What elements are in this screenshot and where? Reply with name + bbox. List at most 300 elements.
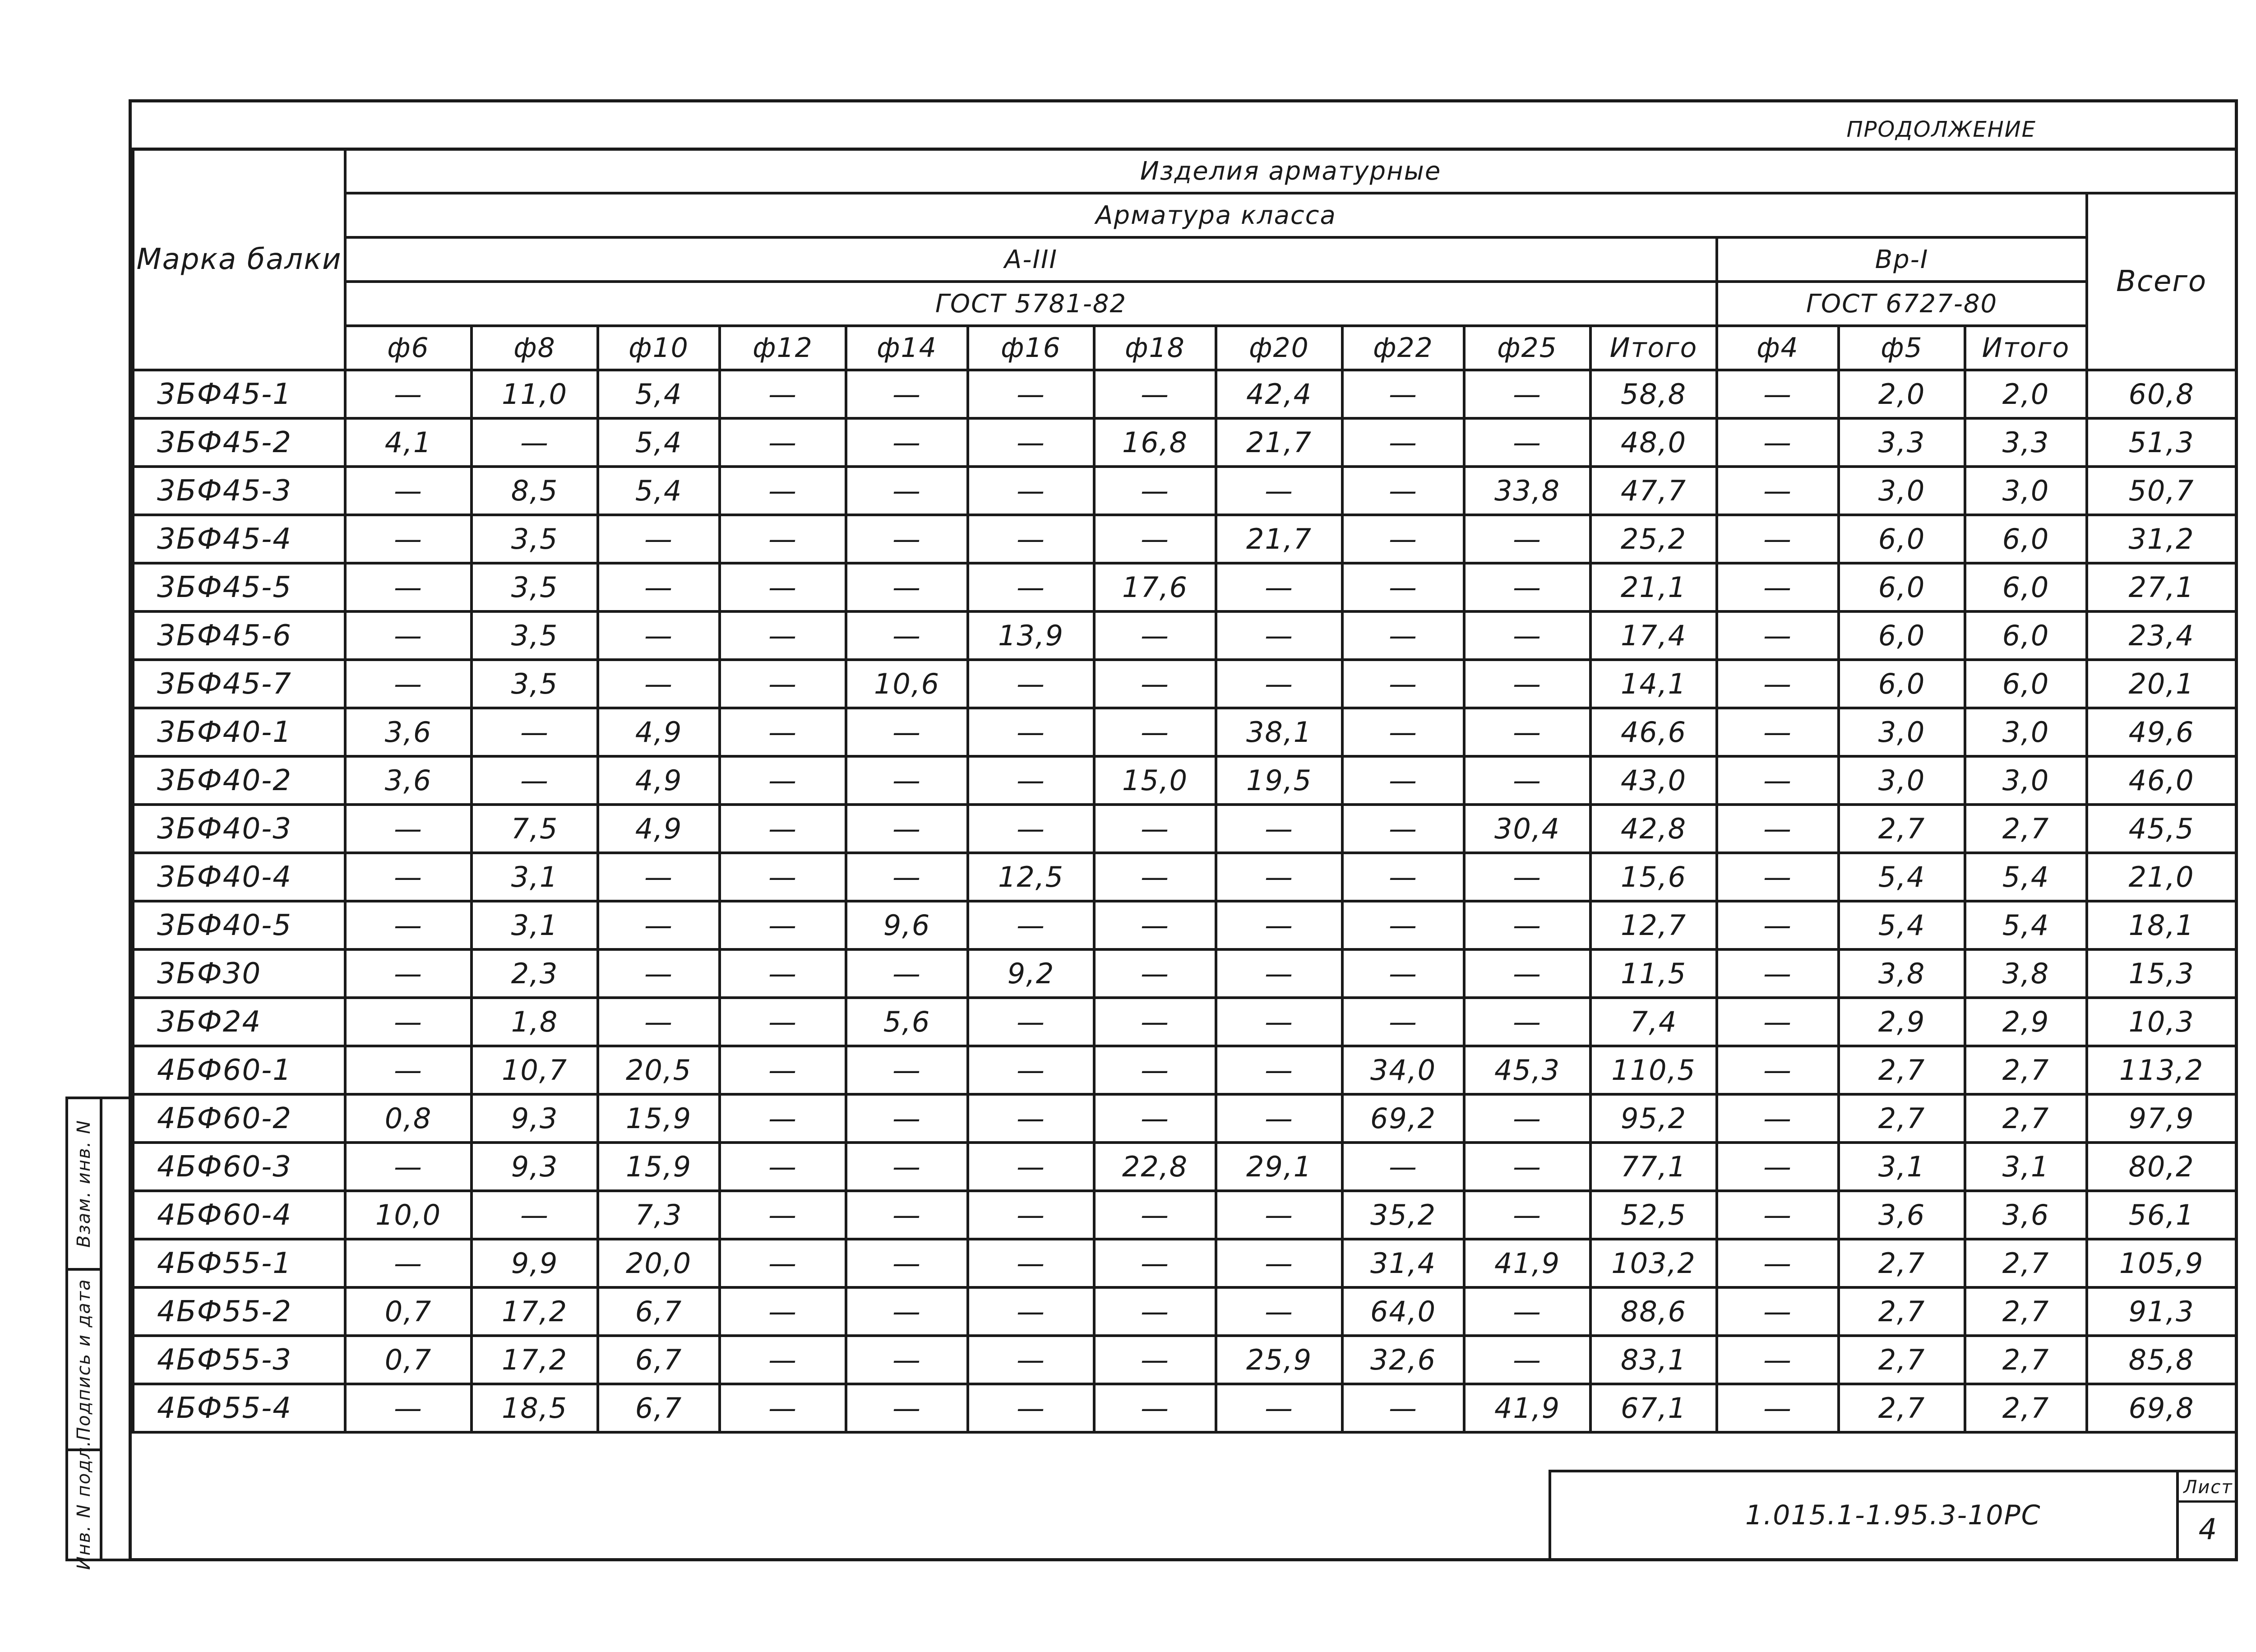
value-cell: 2,7 [1839, 1046, 1965, 1094]
value-cell: 2,9 [1839, 998, 1965, 1046]
value-cell: — [345, 805, 472, 853]
value-cell: — [1094, 1046, 1216, 1094]
value-cell: 10,0 [345, 1191, 472, 1239]
table-row [133, 756, 2236, 805]
beam-mark-cell: 3БФ45-5 [133, 563, 345, 611]
value-cell: — [1094, 467, 1216, 515]
value-cell: — [968, 418, 1094, 467]
value-cell: 0,7 [345, 1336, 472, 1384]
value-cell: — [846, 1287, 968, 1336]
value-cell: — [1342, 611, 1464, 660]
value-cell: 3,5 [472, 611, 598, 660]
value-cell: 3,0 [1965, 756, 2087, 805]
total-label: Всего [2116, 265, 2207, 298]
value-cell: — [720, 1143, 846, 1191]
value-cell: — [1342, 467, 1464, 515]
value-cell: 35,2 [1342, 1191, 1464, 1239]
value-cell: 2,7 [1839, 1239, 1965, 1287]
value-cell: 18,5 [472, 1384, 598, 1432]
value-cell: — [1464, 1287, 1590, 1336]
table-row [133, 418, 2236, 467]
table-row [133, 1094, 2236, 1143]
value-cell: — [1094, 1094, 1216, 1143]
value-cell: — [1717, 756, 1839, 805]
beam-mark-cell: 4БФ60-4 [133, 1191, 345, 1239]
value-cell: — [1717, 901, 1839, 949]
value-cell: — [1342, 1384, 1464, 1432]
value-cell: 15,3 [2087, 949, 2236, 998]
value-cell: 30,4 [1464, 805, 1590, 853]
value-cell: 17,4 [1590, 611, 1717, 660]
side-cell-signature [68, 1271, 100, 1451]
value-cell: — [1216, 1384, 1342, 1432]
value-cell: — [1717, 949, 1839, 998]
value-cell: — [1464, 660, 1590, 708]
value-cell: 77,1 [1590, 1143, 1717, 1191]
value-cell: 2,7 [1965, 805, 2087, 853]
beam-mark-cell: 3БФ45-6 [133, 611, 345, 660]
side-strip-column [100, 1099, 134, 1559]
beam-mark-cell: 3БФ45-4 [133, 515, 345, 563]
value-cell: — [720, 418, 846, 467]
value-cell: 3,6 [1839, 1191, 1965, 1239]
value-cell: — [1094, 1191, 1216, 1239]
diameter-header: ф12 [720, 326, 846, 370]
value-cell: — [345, 515, 472, 563]
value-cell: — [1216, 467, 1342, 515]
value-cell: 3,1 [1839, 1143, 1965, 1191]
value-cell: 3,8 [1965, 949, 2087, 998]
value-cell: — [1094, 660, 1216, 708]
value-cell: — [345, 611, 472, 660]
value-cell: — [720, 660, 846, 708]
value-cell: — [846, 1384, 968, 1432]
value-cell: — [1342, 370, 1464, 418]
value-cell: — [1717, 660, 1839, 708]
table-row [133, 563, 2236, 611]
value-cell: 3,0 [1839, 467, 1965, 515]
value-cell: — [846, 1239, 968, 1287]
value-cell: 9,9 [472, 1239, 598, 1287]
value-cell: 5,4 [598, 467, 720, 515]
value-cell: 15,9 [598, 1094, 720, 1143]
value-cell: 6,0 [1839, 660, 1965, 708]
value-cell: — [1094, 1336, 1216, 1384]
value-cell: 31,2 [2087, 515, 2236, 563]
value-cell: 2,7 [1839, 1384, 1965, 1432]
value-cell: 83,1 [1590, 1336, 1717, 1384]
table-row [133, 805, 2236, 853]
value-cell: — [1464, 611, 1590, 660]
value-cell: — [720, 1094, 846, 1143]
value-cell: 9,3 [472, 1143, 598, 1191]
value-cell: 21,0 [2087, 853, 2236, 901]
value-cell: 17,2 [472, 1336, 598, 1384]
value-cell: — [1216, 1046, 1342, 1094]
value-cell: 69,2 [1342, 1094, 1464, 1143]
standard-a: ГОСТ 5781-82 [345, 282, 1717, 326]
value-cell: 15,6 [1590, 853, 1717, 901]
value-cell: — [1464, 998, 1590, 1046]
value-cell: — [720, 949, 846, 998]
value-cell: 43,0 [1590, 756, 1717, 805]
value-cell: 2,0 [1965, 370, 2087, 418]
value-cell: — [846, 1336, 968, 1384]
value-cell: — [720, 563, 846, 611]
value-cell: 3,6 [345, 708, 472, 756]
value-cell: — [968, 1287, 1094, 1336]
total-column-header [2087, 193, 2236, 370]
value-cell: 41,9 [1464, 1239, 1590, 1287]
value-cell: — [1342, 418, 1464, 467]
value-cell: — [1464, 708, 1590, 756]
value-cell: — [1094, 370, 1216, 418]
value-cell: 7,3 [598, 1191, 720, 1239]
value-cell: 17,6 [1094, 563, 1216, 611]
beam-mark-cell: 3БФ40-2 [133, 756, 345, 805]
value-cell: — [472, 708, 598, 756]
value-cell: 0,8 [345, 1094, 472, 1143]
value-cell: 80,2 [2087, 1143, 2236, 1191]
value-cell: 32,6 [1342, 1336, 1464, 1384]
diameter-header: ф20 [1216, 326, 1342, 370]
table-row [133, 1191, 2236, 1239]
value-cell: 14,1 [1590, 660, 1717, 708]
value-cell: 10,7 [472, 1046, 598, 1094]
diameter-header: ф16 [968, 326, 1094, 370]
value-cell: — [1464, 756, 1590, 805]
value-cell: — [598, 611, 720, 660]
value-cell: — [1717, 1046, 1839, 1094]
value-cell: 110,5 [1590, 1046, 1717, 1094]
value-cell: 42,8 [1590, 805, 1717, 853]
mark-column-header [133, 149, 345, 370]
table-row [133, 467, 2236, 515]
value-cell: — [1717, 853, 1839, 901]
group-title: Изделия арматурные [345, 149, 2236, 193]
value-cell: — [1094, 1287, 1216, 1336]
value-cell: — [1216, 563, 1342, 611]
value-cell: — [1094, 708, 1216, 756]
value-cell: — [720, 1046, 846, 1094]
value-cell: 3,5 [472, 515, 598, 563]
value-cell: 3,6 [345, 756, 472, 805]
value-cell: — [1717, 805, 1839, 853]
value-cell: — [968, 1143, 1094, 1191]
value-cell: 50,7 [2087, 467, 2236, 515]
value-cell: 7,5 [472, 805, 598, 853]
value-cell: 9,2 [968, 949, 1094, 998]
value-cell: 52,5 [1590, 1191, 1717, 1239]
beam-mark-cell: 3БФ45-1 [133, 370, 345, 418]
value-cell: 23,4 [2087, 611, 2236, 660]
value-cell: 103,2 [1590, 1239, 1717, 1287]
value-cell: — [968, 563, 1094, 611]
value-cell: — [1342, 660, 1464, 708]
value-cell: — [598, 949, 720, 998]
value-cell: — [846, 1046, 968, 1094]
value-cell: 19,5 [1216, 756, 1342, 805]
table-row [133, 1384, 2236, 1432]
value-cell: 13,9 [968, 611, 1094, 660]
value-cell: — [1342, 708, 1464, 756]
value-cell: 3,0 [1965, 467, 2087, 515]
value-cell: 5,4 [1839, 853, 1965, 901]
value-cell: — [1464, 418, 1590, 467]
value-cell: 10,6 [846, 660, 968, 708]
beam-mark-cell: 4БФ60-3 [133, 1143, 345, 1191]
value-cell: 3,6 [1965, 1191, 2087, 1239]
value-cell: — [345, 949, 472, 998]
value-cell: 41,9 [1464, 1384, 1590, 1432]
value-cell: — [345, 1046, 472, 1094]
value-cell: — [1094, 1239, 1216, 1287]
beam-mark-cell: 3БФ45-3 [133, 467, 345, 515]
value-cell: 5,4 [1965, 853, 2087, 901]
value-cell: — [1216, 611, 1342, 660]
diameter-header: ф14 [846, 326, 968, 370]
value-cell: — [1342, 1143, 1464, 1191]
value-cell: 2,7 [1965, 1046, 2087, 1094]
document-code: 1.015.1-1.95.3-10РС [1745, 1499, 2041, 1531]
value-cell: 2,7 [1839, 1336, 1965, 1384]
value-cell: — [345, 998, 472, 1046]
value-cell: — [846, 467, 968, 515]
value-cell: — [1216, 805, 1342, 853]
beam-mark-cell: 3БФ40-1 [133, 708, 345, 756]
value-cell: — [1216, 1287, 1342, 1336]
value-cell: 46,0 [2087, 756, 2236, 805]
value-cell: 5,4 [1839, 901, 1965, 949]
value-cell: 95,2 [1590, 1094, 1717, 1143]
value-cell: 2,7 [1965, 1239, 2087, 1287]
value-cell: 64,0 [1342, 1287, 1464, 1336]
value-cell: 3,3 [1965, 418, 2087, 467]
beam-mark-cell: 4БФ55-1 [133, 1239, 345, 1287]
beam-mark-cell: 4БФ60-2 [133, 1094, 345, 1143]
value-cell: 48,0 [1590, 418, 1717, 467]
value-cell: 49,6 [2087, 708, 2236, 756]
value-cell: — [720, 998, 846, 1046]
value-cell: — [720, 515, 846, 563]
value-cell: 3,0 [1965, 708, 2087, 756]
diameter-header: ф18 [1094, 326, 1216, 370]
value-cell: 21,1 [1590, 563, 1717, 611]
value-cell: 5,4 [1965, 901, 2087, 949]
value-cell: 20,1 [2087, 660, 2236, 708]
table-row [133, 611, 2236, 660]
diameter-header: ф6 [345, 326, 472, 370]
value-cell: — [846, 515, 968, 563]
value-cell: — [1216, 1094, 1342, 1143]
value-cell: 3,1 [472, 901, 598, 949]
table-row [133, 998, 2236, 1046]
title-block [1549, 1470, 2238, 1558]
beam-mark-cell: 4БФ55-3 [133, 1336, 345, 1384]
value-cell: 4,9 [598, 756, 720, 805]
value-cell: 5,4 [598, 370, 720, 418]
value-cell: 6,7 [598, 1336, 720, 1384]
value-cell: — [345, 1239, 472, 1287]
value-cell: — [1464, 563, 1590, 611]
value-cell: — [1216, 998, 1342, 1046]
table-row [133, 660, 2236, 708]
value-cell: 3,8 [1839, 949, 1965, 998]
value-cell: 38,1 [1216, 708, 1342, 756]
value-cell: — [720, 901, 846, 949]
value-cell: 88,6 [1590, 1287, 1717, 1336]
value-cell: — [720, 805, 846, 853]
value-cell: — [720, 756, 846, 805]
value-cell: 16,8 [1094, 418, 1216, 467]
value-cell: — [968, 370, 1094, 418]
mark-label: Марка балки [136, 243, 342, 276]
value-cell: 85,8 [2087, 1336, 2236, 1384]
subtotal-b-header: Итого [1965, 326, 2087, 370]
value-cell: 6,7 [598, 1287, 720, 1336]
value-cell: — [1717, 1287, 1839, 1336]
value-cell: — [720, 1191, 846, 1239]
value-cell: 2,3 [472, 949, 598, 998]
value-cell: — [968, 1384, 1094, 1432]
value-cell: — [846, 708, 968, 756]
value-cell: — [1717, 1384, 1839, 1432]
value-cell: 2,0 [1839, 370, 1965, 418]
value-cell: 3,3 [1839, 418, 1965, 467]
value-cell: — [598, 660, 720, 708]
value-cell: — [1342, 949, 1464, 998]
value-cell: 29,1 [1216, 1143, 1342, 1191]
value-cell: — [968, 660, 1094, 708]
value-cell: — [345, 1384, 472, 1432]
value-cell: 42,4 [1216, 370, 1342, 418]
value-cell: — [1094, 998, 1216, 1046]
value-cell: — [1216, 949, 1342, 998]
value-cell: — [598, 998, 720, 1046]
value-cell: — [846, 853, 968, 901]
value-cell: — [1094, 853, 1216, 901]
value-cell: — [846, 1143, 968, 1191]
value-cell: 18,1 [2087, 901, 2236, 949]
value-cell: — [1216, 1191, 1342, 1239]
value-cell: — [345, 370, 472, 418]
table-body [133, 370, 2236, 1432]
value-cell: — [846, 1094, 968, 1143]
value-cell: — [345, 660, 472, 708]
beam-mark-cell: 3БФ24 [133, 998, 345, 1046]
value-cell: — [968, 1046, 1094, 1094]
value-cell: — [1717, 1143, 1839, 1191]
value-cell: — [1094, 611, 1216, 660]
diameter-header: ф22 [1342, 326, 1464, 370]
value-cell: — [598, 563, 720, 611]
value-cell: — [345, 853, 472, 901]
value-cell: — [345, 1143, 472, 1191]
value-cell: — [968, 805, 1094, 853]
table-row [133, 949, 2236, 998]
value-cell: 67,1 [1590, 1384, 1717, 1432]
value-cell: — [472, 756, 598, 805]
value-cell: 2,7 [1839, 1094, 1965, 1143]
value-cell: 60,8 [2087, 370, 2236, 418]
sheet-number: 4 [2198, 1513, 2218, 1546]
value-cell: 3,5 [472, 563, 598, 611]
value-cell: — [720, 1336, 846, 1384]
value-cell: 31,4 [1342, 1239, 1464, 1287]
value-cell: — [1717, 1239, 1839, 1287]
subtotal-a-header: Итого [1590, 326, 1717, 370]
beam-mark-cell: 4БФ60-1 [133, 1046, 345, 1094]
value-cell: — [472, 1191, 598, 1239]
value-cell: 11,5 [1590, 949, 1717, 998]
value-cell: 20,5 [598, 1046, 720, 1094]
value-cell: 25,9 [1216, 1336, 1342, 1384]
table-row [133, 515, 2236, 563]
side-cell-inventory [68, 1439, 100, 1570]
value-cell: — [1717, 1336, 1839, 1384]
beam-mark-cell: 3БФ45-2 [133, 418, 345, 467]
value-cell: — [1094, 515, 1216, 563]
value-cell: — [720, 1384, 846, 1432]
value-cell: 12,5 [968, 853, 1094, 901]
value-cell: 6,0 [1839, 611, 1965, 660]
beam-mark-cell: 3БФ30 [133, 949, 345, 998]
value-cell: — [1094, 901, 1216, 949]
value-cell: 10,3 [2087, 998, 2236, 1046]
value-cell: — [968, 467, 1094, 515]
value-cell: 2,7 [1839, 805, 1965, 853]
value-cell: — [1216, 660, 1342, 708]
value-cell: — [720, 1239, 846, 1287]
value-cell: — [1464, 901, 1590, 949]
value-cell: — [1717, 563, 1839, 611]
side-label: Инв. N подл. [74, 1439, 94, 1570]
value-cell: — [345, 901, 472, 949]
class-a-title: А-III [345, 237, 1717, 282]
value-cell: 3,1 [472, 853, 598, 901]
value-cell: — [1464, 1143, 1590, 1191]
value-cell: 2,7 [1965, 1336, 2087, 1384]
value-cell: 9,6 [846, 901, 968, 949]
value-cell: 6,0 [1839, 563, 1965, 611]
class-b-title: Вр-I [1717, 237, 2087, 282]
table-row [133, 1336, 2236, 1384]
value-cell: 15,0 [1094, 756, 1216, 805]
value-cell: — [968, 1094, 1094, 1143]
value-cell: — [720, 853, 846, 901]
beam-mark-cell: 3БФ45-7 [133, 660, 345, 708]
value-cell: — [1094, 1384, 1216, 1432]
value-cell: — [1717, 708, 1839, 756]
value-cell: — [968, 756, 1094, 805]
value-cell: — [1464, 1191, 1590, 1239]
value-cell: — [846, 611, 968, 660]
value-cell: — [1717, 611, 1839, 660]
table-row [133, 1287, 2236, 1336]
beam-mark-cell: 3БФ40-4 [133, 853, 345, 901]
value-cell: 27,1 [2087, 563, 2236, 611]
value-cell: — [1342, 756, 1464, 805]
value-cell: — [1464, 1094, 1590, 1143]
value-cell: 8,5 [472, 467, 598, 515]
value-cell: 2,7 [1839, 1287, 1965, 1336]
value-cell: — [598, 853, 720, 901]
value-cell: — [720, 467, 846, 515]
value-cell: — [598, 901, 720, 949]
value-cell: 3,0 [1839, 708, 1965, 756]
value-cell: — [472, 418, 598, 467]
diameter-header: ф5 [1839, 326, 1965, 370]
